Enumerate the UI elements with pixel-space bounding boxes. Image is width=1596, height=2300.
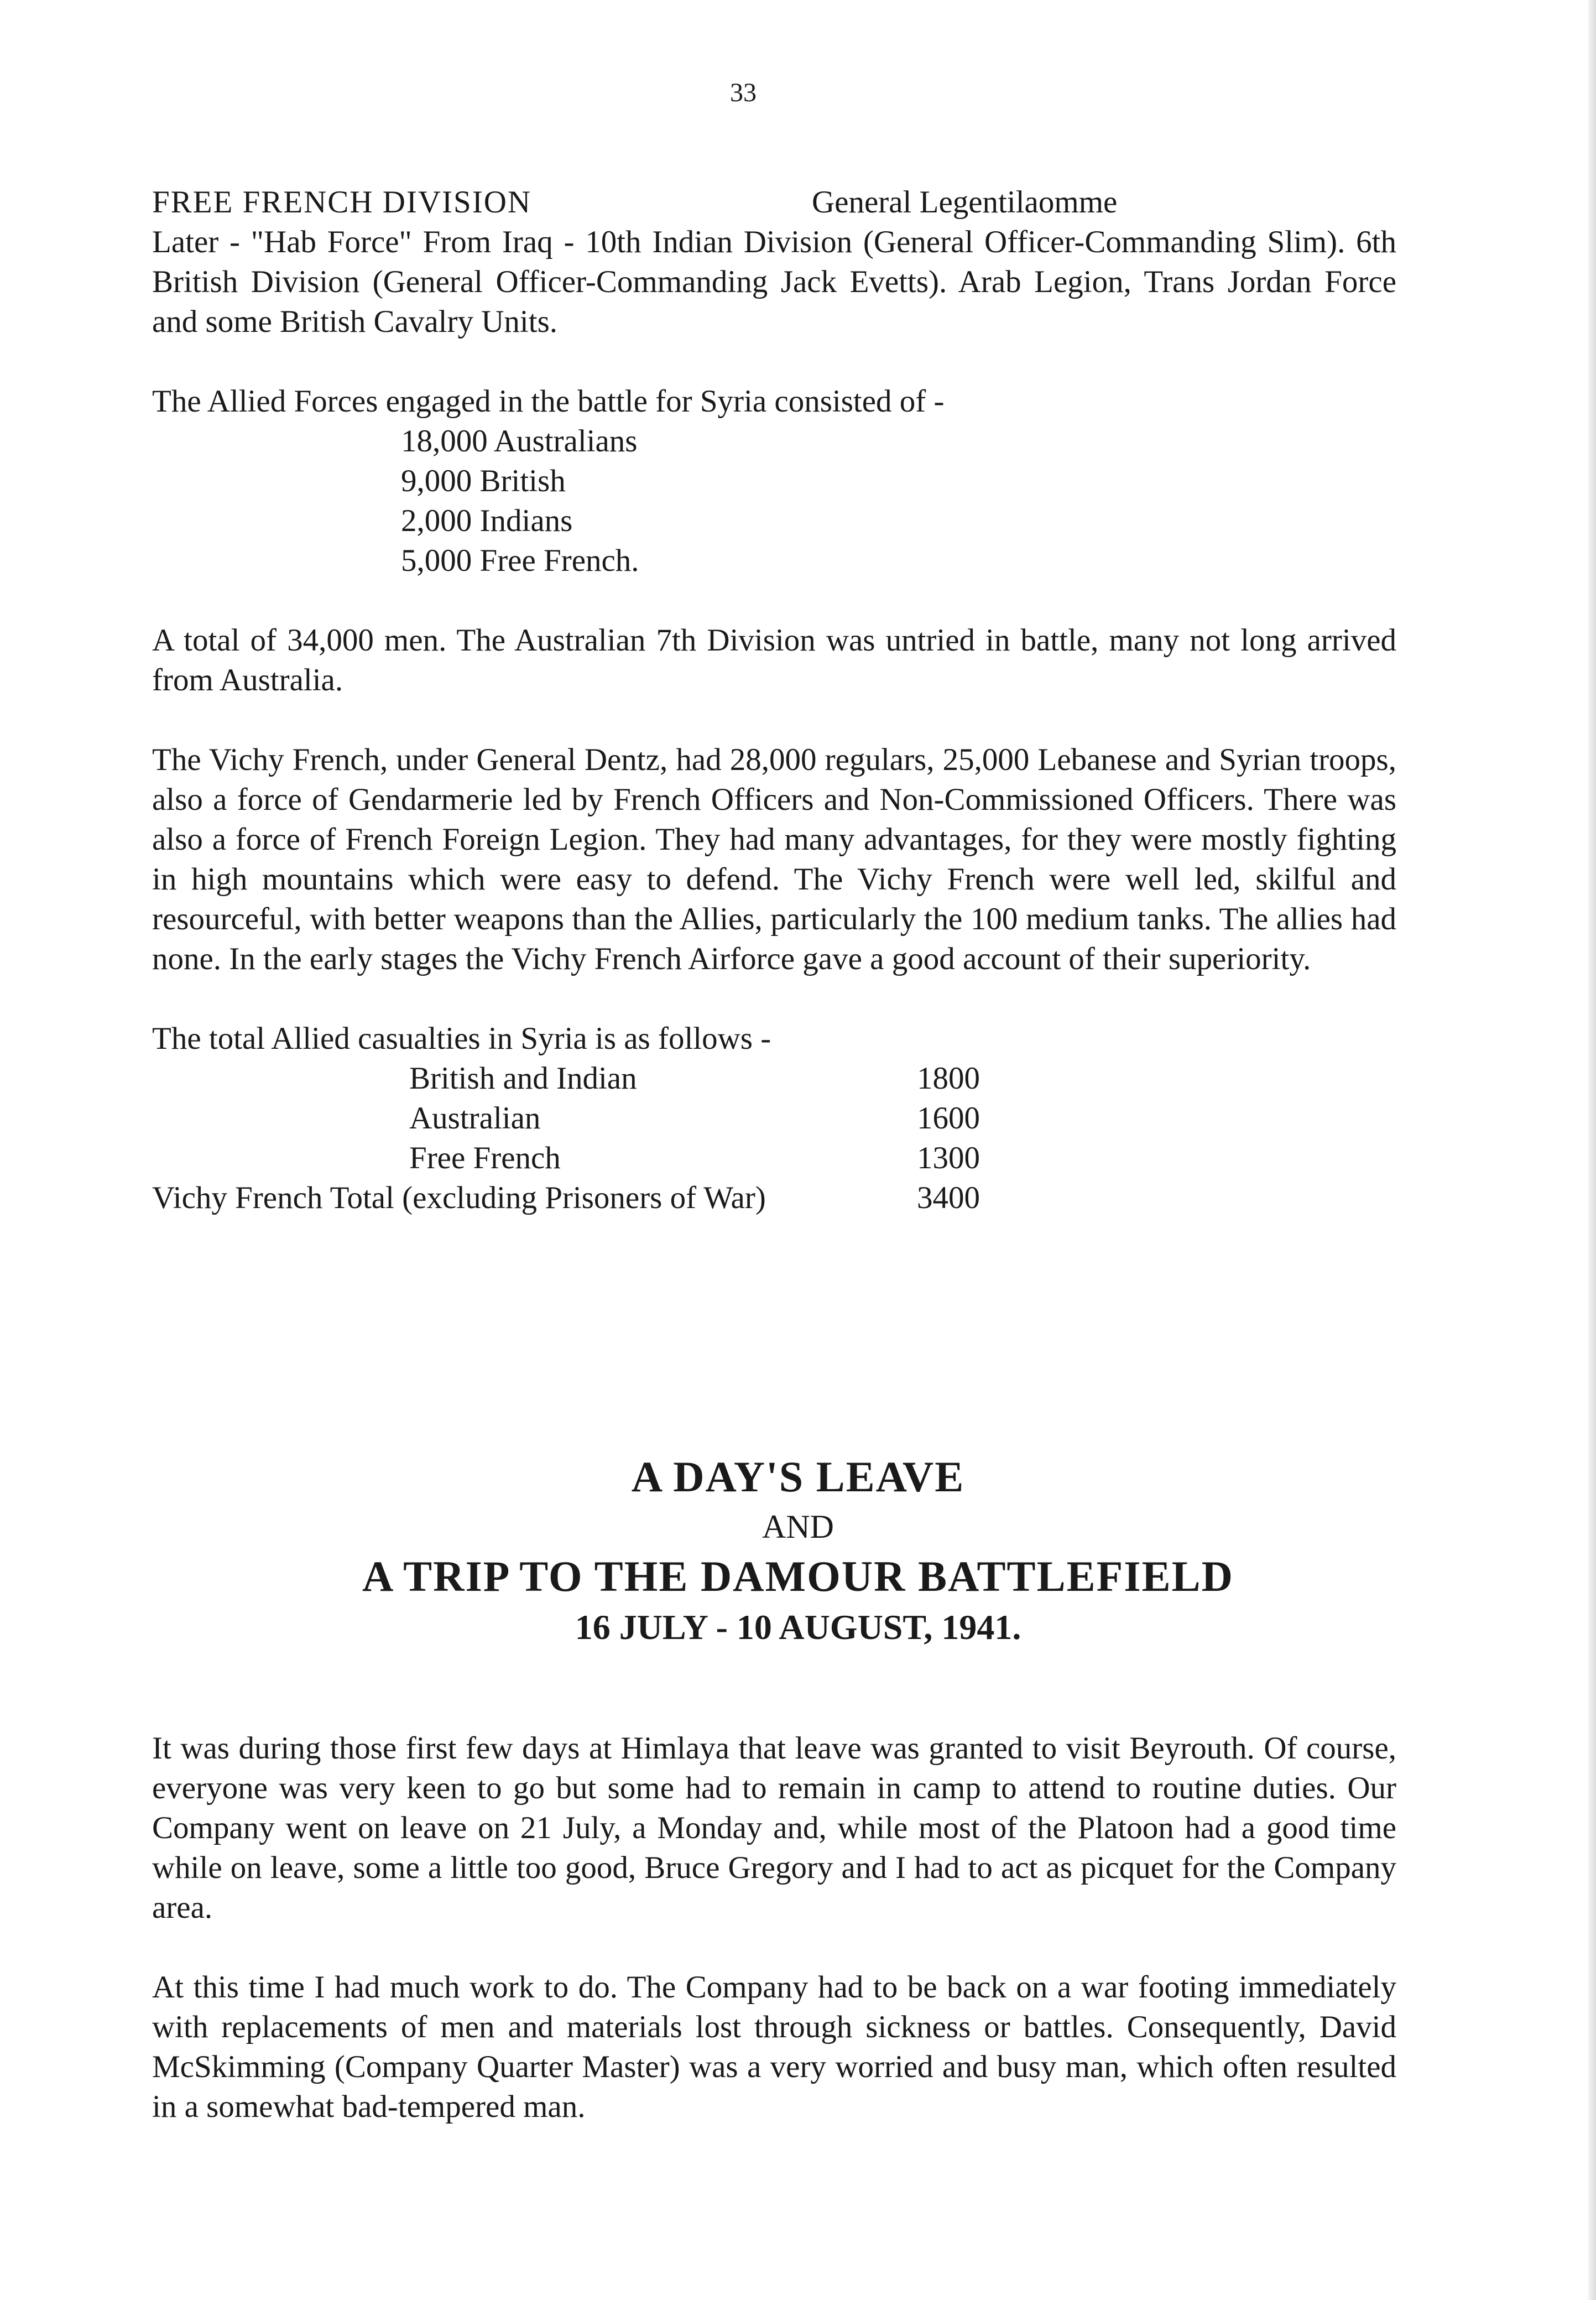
spacer xyxy=(152,700,1396,740)
list-item: 18,000 Australians xyxy=(401,424,638,459)
free-french-heading xyxy=(152,183,1396,222)
page-edge-shadow xyxy=(1588,0,1596,2300)
table-row xyxy=(152,1138,1396,1178)
page-body-top xyxy=(152,183,1396,1218)
division-label: FREE FRENCH DIVISION xyxy=(152,185,532,220)
casualty-label: Australian xyxy=(409,1101,541,1136)
spacer xyxy=(152,1928,1396,1968)
casualties-table xyxy=(152,1059,1396,1218)
casualty-value: 3400 xyxy=(917,1180,980,1215)
table-row xyxy=(152,1099,1396,1138)
casualty-value: 1600 xyxy=(917,1101,980,1136)
leave-paragraph-2: At this time I had much work to do. The Company had to be back on a war footing immediately with replacements of men and materials lost through sickness or battles. Consequently, David McSkimming (Company Quarter Master) was a very worried and busy man, which often resulted in a somewhat bad-tempered man. xyxy=(152,1970,1396,2124)
general-name: General Legentilaomme xyxy=(812,185,1118,220)
list-item: 9,000 British xyxy=(401,464,566,498)
section-title-line-1: A DAY'S LEAVE xyxy=(631,1453,965,1501)
casualty-value: 1300 xyxy=(917,1141,980,1175)
casualty-label: British and Indian xyxy=(409,1061,637,1096)
section-title-line-2: AND xyxy=(762,1508,834,1545)
page-body-bottom xyxy=(152,1729,1396,2127)
section-title-line-3: A TRIP TO THE DAMOUR BATTLEFIELD xyxy=(362,1552,1234,1600)
casualty-value: 1800 xyxy=(917,1061,980,1096)
hab-force-paragraph: Later - "Hab Force" From Iraq - 10th Indian Division (General Officer-Commanding Slim). 6th British Division (General Officer-Commanding Jack Evetts). Arab Legion, Trans Jordan Force and some British Cavalry Units. xyxy=(152,225,1396,339)
leave-paragraph-1: It was during those first few days at Himlaya that leave was granted to visit Beyrouth. Of course, everyone was very keen to go but some had to remain in camp to attend to routine duties. Our Company went on leave on 21 July, a Monday and, while most of the Platoon had a good time while on leave, some a little too good, Bruce Gregory and I had to act as picquet for the Company area. xyxy=(152,1731,1396,1925)
casualty-label: Vichy French Total (excluding Prisoners of War) xyxy=(152,1180,766,1215)
casualty-label: Free French xyxy=(409,1141,561,1175)
list-item: 2,000 Indians xyxy=(401,503,573,538)
spacer xyxy=(152,342,1396,382)
spacer xyxy=(152,979,1396,1019)
casualties-intro: The total Allied casualties in Syria is as follows - xyxy=(152,1021,771,1056)
section-title-dates: 16 JULY - 10 AUGUST, 1941. xyxy=(575,1607,1021,1647)
table-row xyxy=(152,1178,1396,1218)
allied-forces-list xyxy=(152,422,1396,581)
vichy-paragraph: The Vichy French, under General Dentz, had 28,000 regulars, 25,000 Lebanese and Syrian troops, also a force of Gendarmerie led by French Officers and Non-Commissioned Officers. There was also a force of French Foreign Legion. They had many advantages, for they were mostly fighting in high mountains which were easy to defend. The Vichy French were well led, skilful and resourceful, with better weapons than the Allies, particularly the 100 medium tanks. The allies had none. In the early stages the Vichy French Airforce gave a good account of their superiority. xyxy=(152,742,1396,976)
section-title xyxy=(0,1449,1596,1651)
spacer xyxy=(152,581,1396,621)
list-item: 5,000 Free French. xyxy=(401,543,639,578)
total-paragraph: A total of 34,000 men. The Australian 7th Division was untried in battle, many not long arrived from Australia. xyxy=(152,623,1396,698)
page-number: 33 xyxy=(730,78,757,107)
allied-forces-intro: The Allied Forces engaged in the battle for Syria consisted of - xyxy=(152,384,945,419)
table-row xyxy=(152,1059,1396,1099)
